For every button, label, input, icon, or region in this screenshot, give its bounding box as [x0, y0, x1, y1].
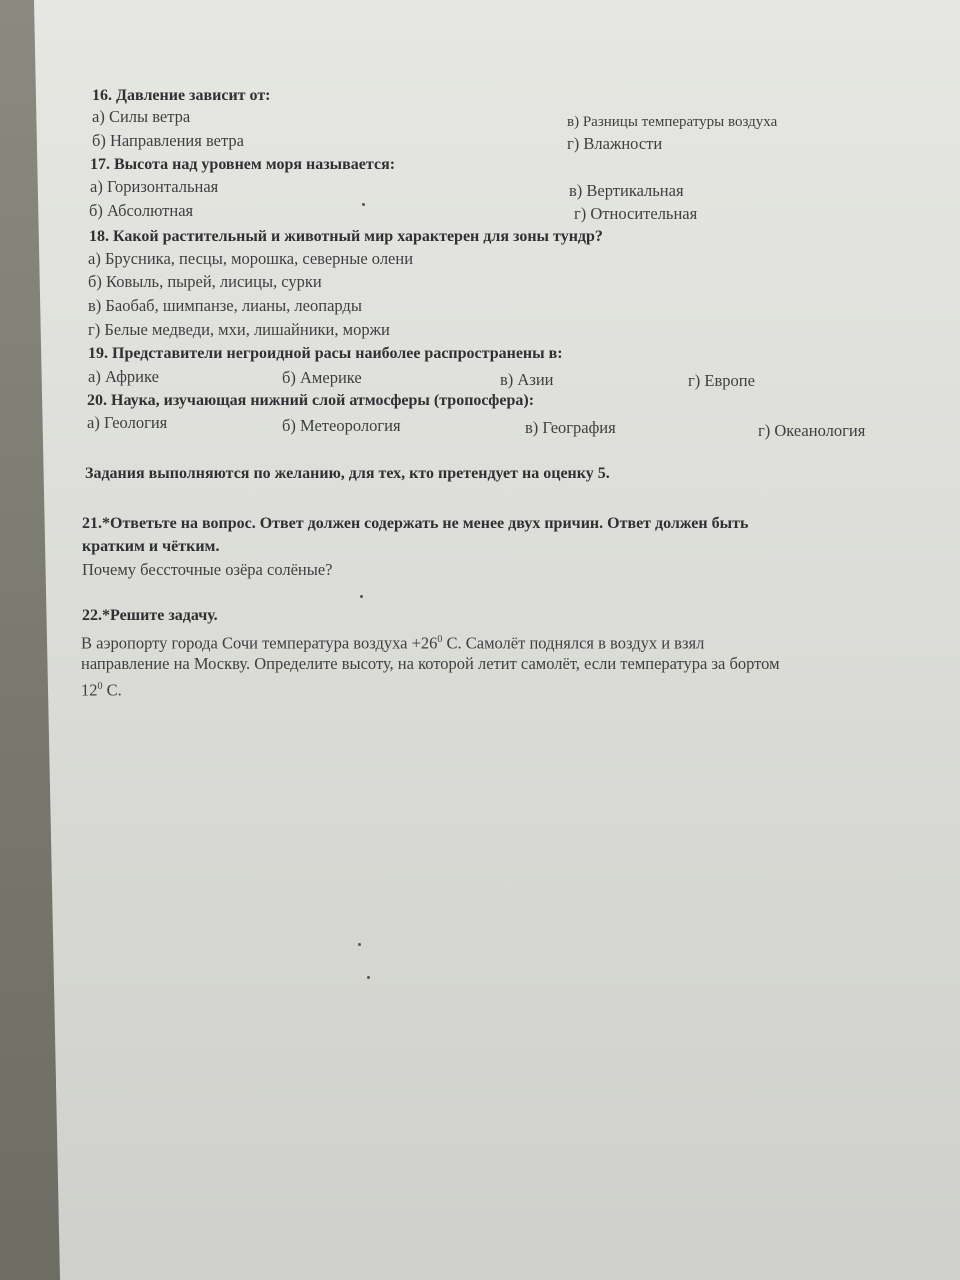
question-21-title: 21.*Ответьте на вопрос. Ответ должен содержать не менее двух причин. Ответ должен быть — [82, 515, 749, 532]
degree-mark: 0 — [97, 681, 103, 692]
question-22-title: 22.*Решите задачу. — [82, 607, 218, 624]
paper-speck — [362, 203, 365, 206]
paper-speck — [360, 595, 363, 598]
question-16-title: 16. Давление зависит от: — [92, 87, 271, 104]
question-17-option-d: г) Относительная — [574, 204, 698, 223]
question-17-option-b: б) Абсолютная — [89, 201, 194, 220]
question-20-option-a: а) Геология — [87, 413, 168, 432]
question-22-line-1 — [81, 630, 704, 654]
question-16-option-b: б) Направления ветра — [92, 131, 244, 150]
question-17-option-c: в) Вертикальная — [569, 181, 684, 200]
question-18-option-c: в) Баобаб, шимпанзе, лианы, леопарды — [88, 296, 362, 315]
question-17-option-a: а) Горизонтальная — [90, 177, 219, 196]
question-20-title: 20. Наука, изучающая нижний слой атмосферы (тропосфера): — [87, 392, 535, 409]
paper-speck — [358, 943, 361, 946]
optional-tasks-note: Задания выполняются по желанию, для тех, кто претендует на оценку 5. — [85, 465, 610, 482]
question-19-option-b: б) Америке — [282, 368, 362, 387]
question-22-line-1-start: В аэропорту города Сочи температура воздуха +26 — [81, 633, 438, 653]
question-16-option-a: а) Силы ветра — [92, 107, 191, 126]
question-19-option-d: г) Европе — [688, 371, 755, 390]
question-19-title: 19. Представители негроидной расы наиболее распространены в: — [88, 345, 563, 362]
question-18-title: 18. Какой растительный и животный мир характерен для зоны тундр? — [89, 228, 603, 245]
question-21-text: Почему бессточные озёра солёные? — [82, 560, 333, 579]
question-16-option-d: г) Влажности — [567, 134, 663, 153]
question-20-option-c: в) География — [525, 418, 616, 437]
question-18-option-d: г) Белые медведи, мхи, лишайники, моржи — [88, 320, 390, 339]
question-16-option-c: в) Разницы температуры воздуха — [567, 114, 778, 130]
question-22-line-2: направление на Москву. Определите высоту, на которой летит самолёт, если температура за бортом — [81, 654, 780, 673]
question-19-option-c: в) Азии — [500, 370, 554, 389]
question-20-option-b: б) Метеорология — [282, 416, 401, 435]
question-22-line-3 — [81, 677, 122, 701]
question-20-option-d: г) Океанология — [758, 421, 866, 440]
degree-mark: 0 — [437, 634, 443, 645]
question-17-title: 17. Высота над уровнем моря называется: — [90, 156, 396, 173]
paper-speck — [367, 976, 370, 979]
question-21-title-continued: кратким и чётким. — [82, 538, 220, 555]
question-18-option-b: б) Ковыль, пырей, лисицы, сурки — [88, 272, 322, 291]
question-18-option-a: а) Брусника, песцы, морошка, северные олени — [88, 249, 414, 268]
question-22-line-1-end: С. Самолёт поднялся в воздух и взял — [442, 633, 705, 653]
question-19-option-a: а) Африке — [88, 367, 159, 386]
question-22-line-3-start: 12 — [81, 680, 98, 700]
question-22-line-3-end: С. — [102, 680, 122, 700]
